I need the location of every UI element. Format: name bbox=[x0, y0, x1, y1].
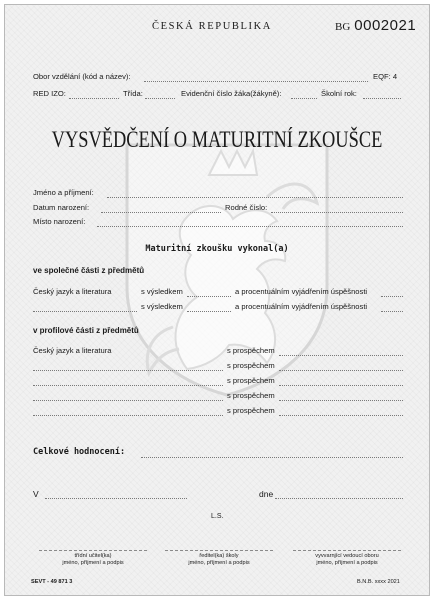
profile-grade-label-3: s prospěchem bbox=[227, 376, 275, 385]
date-label: dne bbox=[259, 489, 274, 499]
common-percent-label-2: a procentuálním vyjádřením úspěšnosti bbox=[235, 302, 368, 311]
profile-grade-label-4: s prospěchem bbox=[227, 391, 275, 400]
name-line[interactable] bbox=[107, 197, 403, 198]
profile-grade-label-1: s prospěchem bbox=[227, 346, 275, 355]
profile-subject-line-4[interactable] bbox=[33, 400, 223, 401]
certificate-sheet bbox=[4, 4, 430, 596]
common-result-label-1: s výsledkem bbox=[141, 287, 183, 296]
profile-grade-line-5[interactable] bbox=[279, 415, 403, 416]
label-name: Jméno a příjmení: bbox=[33, 188, 94, 197]
signature-line-teacher[interactable] bbox=[39, 550, 147, 551]
birth-number-line[interactable] bbox=[271, 212, 403, 213]
common-result-line-1[interactable] bbox=[187, 296, 231, 297]
label-student-id: Evidenční číslo žáka(žákyně): bbox=[181, 89, 282, 98]
country-title: ČESKÁ REPUBLIKA bbox=[152, 21, 272, 32]
date-line[interactable] bbox=[275, 498, 403, 499]
place-label: V bbox=[33, 489, 39, 499]
signature-line-principal[interactable] bbox=[165, 550, 273, 551]
profile-grade-line-1[interactable] bbox=[279, 355, 403, 356]
series-prefix: BG bbox=[335, 21, 351, 33]
signature-detail-principal: jméno, příjmení a podpis bbox=[188, 560, 250, 566]
signature-role-field-head: vyvvarnjící vedoucí oboru bbox=[315, 553, 379, 559]
label-school-year: Školní rok: bbox=[321, 89, 357, 98]
print-code: B.N.B. xxxx 2021 bbox=[357, 579, 400, 585]
signature-line-field-head[interactable] bbox=[293, 550, 401, 551]
lion-crest-icon bbox=[117, 137, 337, 399]
overall-evaluation-label: Celkové hodnocení: bbox=[33, 447, 126, 457]
label-class: Třída: bbox=[123, 89, 143, 98]
profile-subject-line-3[interactable] bbox=[33, 385, 223, 386]
red-izo-line[interactable] bbox=[69, 98, 119, 99]
signature-role-principal: ředitel(ka) školy bbox=[199, 553, 239, 559]
serial-number: 0002021 bbox=[354, 17, 417, 34]
school-year-line[interactable] bbox=[363, 98, 401, 99]
common-subject-line-2[interactable] bbox=[33, 311, 137, 312]
birth-date-line[interactable] bbox=[101, 212, 221, 213]
profile-grade-line-4[interactable] bbox=[279, 400, 403, 401]
label-field-of-study: Obor vzdělání (kód a název): bbox=[33, 72, 131, 81]
birth-place-line[interactable] bbox=[97, 226, 403, 227]
profile-grade-line-2[interactable] bbox=[279, 370, 403, 371]
seal-mark: L.S. bbox=[211, 513, 224, 520]
common-result-label-2: s výsledkem bbox=[141, 302, 183, 311]
overall-evaluation-line[interactable] bbox=[141, 457, 403, 458]
profile-grade-label-5: s prospěchem bbox=[227, 406, 275, 415]
common-subject-1: Český jazyk a literatura bbox=[33, 287, 112, 296]
signature-role-teacher: třídní učitel(ka) bbox=[74, 553, 112, 559]
signature-detail-teacher: jméno, příjmení a podpis bbox=[62, 560, 124, 566]
profile-subject-line-2[interactable] bbox=[33, 370, 223, 371]
exam-heading: Maturitní zkoušku vykonal(a) bbox=[145, 244, 289, 254]
label-birth-place: Místo narození: bbox=[33, 217, 86, 226]
profile-subject-1: Český jazyk a literatura bbox=[33, 346, 112, 355]
label-eqf: EQF: 4 bbox=[373, 72, 398, 81]
series-code bbox=[335, 17, 416, 35]
signature-detail-field-head: jméno, příjmení a podpis bbox=[316, 560, 378, 566]
document-title: VYSVĚDČENÍ O MATURITNÍ ZKOUŠCE bbox=[51, 127, 383, 152]
common-percent-line-2[interactable] bbox=[381, 311, 403, 312]
label-red-izo: RED IZO: bbox=[33, 89, 66, 98]
common-result-line-2[interactable] bbox=[187, 311, 231, 312]
student-id-line[interactable] bbox=[291, 98, 317, 99]
form-code: SEVT - 49 871 3 bbox=[31, 579, 73, 585]
profile-part-heading: v profilové části z předmětů bbox=[33, 326, 139, 335]
common-percent-line-1[interactable] bbox=[381, 296, 403, 297]
label-birth-number: Rodné číslo: bbox=[225, 203, 268, 212]
place-line[interactable] bbox=[45, 498, 187, 499]
field-of-study-line[interactable] bbox=[144, 81, 368, 82]
profile-grade-label-2: s prospěchem bbox=[227, 361, 275, 370]
label-birth-date: Datum narození: bbox=[33, 203, 90, 212]
common-percent-label-1: a procentuálním vyjádřením úspěšnosti bbox=[235, 287, 368, 296]
profile-subject-line-5[interactable] bbox=[33, 415, 223, 416]
class-line[interactable] bbox=[145, 98, 175, 99]
common-part-heading: ve společné části z předmětů bbox=[33, 266, 145, 275]
profile-grade-line-3[interactable] bbox=[279, 385, 403, 386]
